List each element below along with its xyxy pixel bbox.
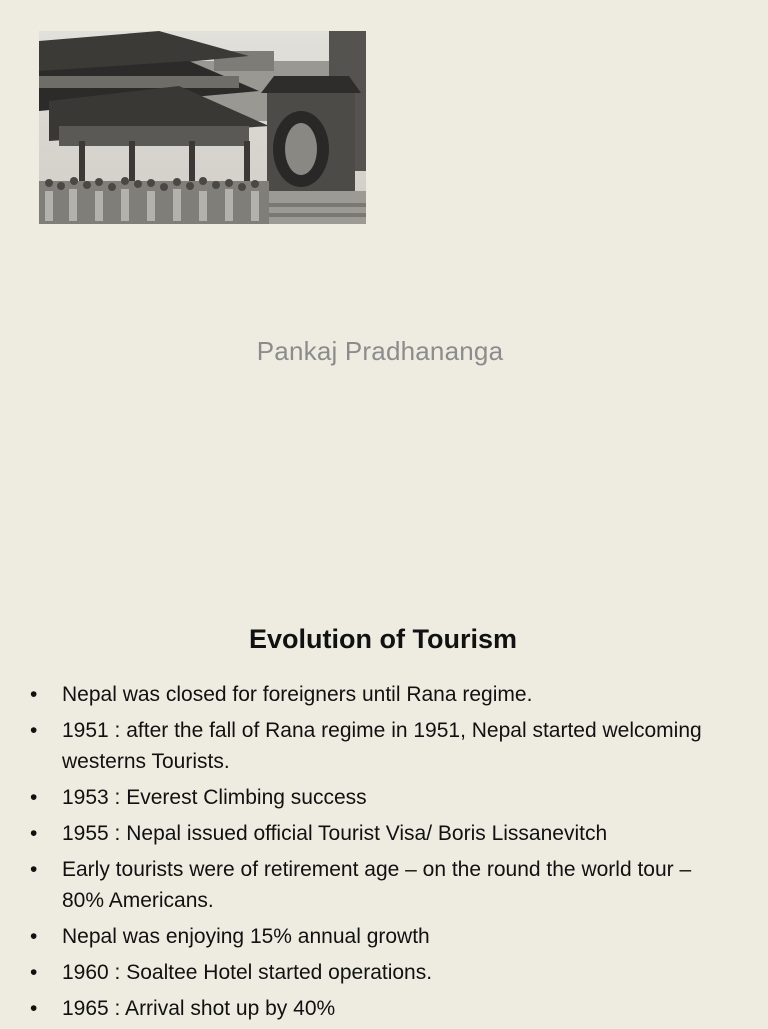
- list-item-text: 1965 : Arrival shot up by 40%: [62, 997, 336, 1020]
- list-item: [30, 818, 730, 849]
- slide-title: Evolution of Tourism: [249, 624, 517, 654]
- content-slide: [0, 576, 768, 1024]
- list-item: [30, 679, 730, 710]
- list-item-text: Nepal was closed for foreigners until Rana regime.: [62, 683, 533, 706]
- bullet-icon: •: [30, 683, 38, 706]
- bullet-icon: •: [30, 719, 38, 742]
- bullet-list: [30, 679, 730, 1029]
- bullet-icon: •: [30, 997, 38, 1020]
- list-item-text: Nepal was enjoying 15% annual growth: [62, 925, 430, 948]
- list-item-text: 1955 : Nepal issued official Tourist Visa/ Boris Lissanevitch: [62, 822, 608, 845]
- title-slide: [0, 0, 768, 512]
- list-item: [30, 921, 730, 952]
- list-item: [30, 993, 730, 1024]
- list-item: [30, 854, 730, 916]
- author-name: Pankaj Pradhananga: [256, 336, 504, 366]
- temple-photo-icon: [39, 31, 366, 224]
- bullet-icon: •: [30, 961, 38, 984]
- bullet-icon: •: [30, 822, 38, 845]
- list-item-text: 1953 : Everest Climbing success: [62, 786, 367, 809]
- list-item-text: 1951 : after the fall of Rana regime in 1951, Nepal started welcoming westerns Tourists.: [62, 719, 702, 773]
- list-item-text: Early tourists were of retirement age – on the round the world tour – 80% Americans.: [62, 858, 692, 912]
- list-item: [30, 957, 730, 988]
- bullet-icon: •: [30, 925, 38, 948]
- list-item-text: 1960 : Soaltee Hotel started operations.: [62, 961, 433, 984]
- list-item: [30, 715, 730, 777]
- bullet-icon: •: [30, 858, 38, 881]
- bullet-icon: •: [30, 786, 38, 809]
- historic-photo: [39, 31, 366, 224]
- list-item: [30, 782, 730, 813]
